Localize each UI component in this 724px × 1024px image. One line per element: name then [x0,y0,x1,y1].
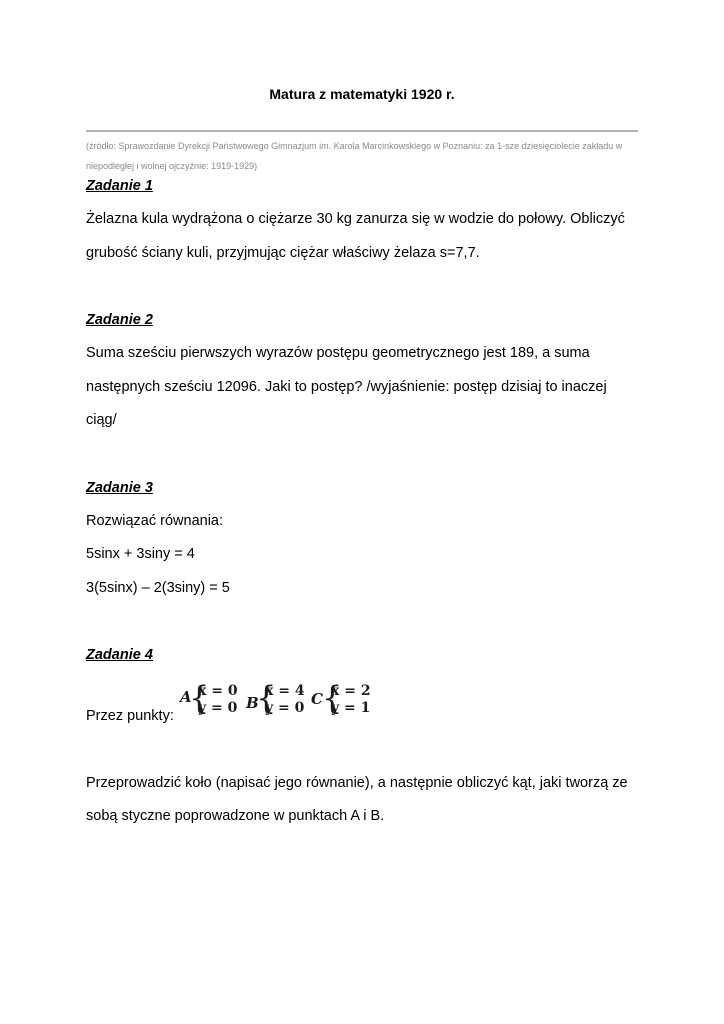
task-2-text-line: Suma sześciu pierwszych wyrazów postępu geometrycznego jest 189, a suma [86,345,590,361]
point-c-system [331,683,371,717]
point-a-y: y = 0 [198,700,238,716]
task-3-text-line: Rozwiązać równania: [86,513,224,529]
task-1-text-line: Żelazna kula wydrążona o ciężarze 30 kg zanurza się w wodzie do połowy. Obliczyć [86,211,625,227]
point-a-x: x = 0 [198,683,238,699]
source-note-line: niepodległej i wolnej ojczyźnie: 1919-1929) [86,161,258,171]
task-3-equation: 3(5sinx) – 2(3siny) = 5 [86,580,230,596]
horizontal-rule [86,130,638,132]
task-1-text-line: grubość ściany kuli, przyjmując ciężar właściwy żelaza s=7,7. [86,245,480,261]
brace-icon: { [189,679,210,717]
source-note-line: (źródło: Sprawozdanie Dyrekcji Państwowego Gimnazjum im. Karola Marcinkowskiego w Poznaniu: za 1-sze dziesięciolecie zakładu w [86,141,623,151]
task-3-equation: 5sinx + 3siny = 4 [86,546,195,562]
point-c-x: x = 2 [331,683,371,699]
source-note [86,136,638,176]
task-4-heading: Zadanie 4 [86,647,153,663]
document-title: Matura z matematyki 1920 r. [269,86,455,102]
task-2-text-line: następnych sześciu 12096. Jaki to postęp? /wyjaśnienie: postęp dzisiaj to inaczej [86,379,607,395]
task-3-heading: Zadanie 3 [86,480,153,496]
point-a-system [198,683,238,717]
task-2-text-line: ciąg/ [86,412,117,428]
task-2-heading: Zadanie 2 [86,312,153,328]
brace-icon: { [256,679,277,717]
task-4-text-line: Przeprowadzić koło (napisać jego równanie), a następnie obliczyć kąt, jaki tworzą ze [86,775,628,791]
point-label-a: A [180,688,192,706]
point-label-b: B [246,694,259,712]
point-b-x: x = 4 [265,683,305,699]
brace-icon: { [322,679,343,717]
task-4-text-line: sobą styczne poprowadzone w punktach A i B. [86,808,385,824]
point-label-c: C [311,690,323,708]
point-b-system [265,683,305,717]
point-b-y: y = 0 [265,700,305,716]
task-4-intro: Przez punkty: [86,708,174,724]
point-c-y: y = 1 [331,700,371,716]
task-1-heading: Zadanie 1 [86,178,153,194]
